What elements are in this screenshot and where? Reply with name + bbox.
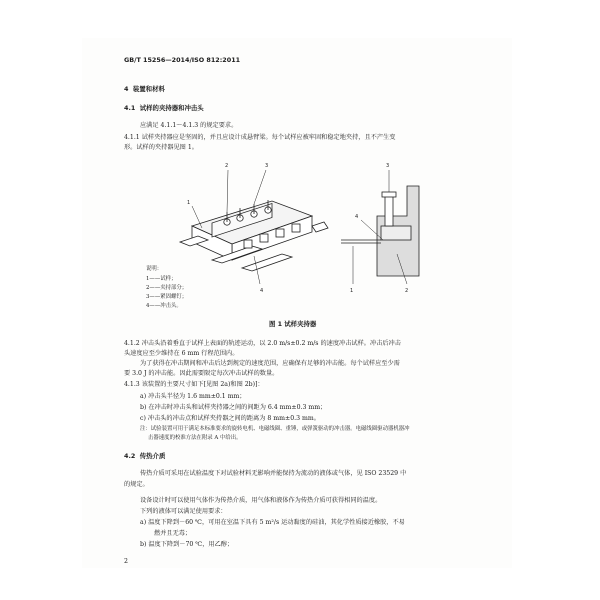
para-4-1-3-intro: 4.1.3 该装置的主要尺寸如下[见图 2a)和图 2b)]：: [124, 381, 264, 388]
para-4-1-3-note-line2: 击器速度的校准方法在附录 A 中给出。: [148, 435, 242, 441]
fig1-right-label-4: 4: [355, 214, 359, 220]
para-4-2-item-a-line1: a) 温度下降到－60 ℃，可用在室温下具有 5 m²/s 运动黏度的硅油，其化学性质接近橡胶，不易: [140, 519, 405, 526]
fig1-right-label-1: 1: [350, 288, 354, 294]
section-4-number: 4: [124, 85, 129, 93]
para-4-1-3-note-line1: 注：试验装置可用于满足本标准要求的旋转电机、电磁线圈、重锤，或弹簧驱动的冲击器。电磁线圈驱动器机器冲: [140, 426, 410, 432]
para-4-2-p1-line1: 传热介质可采用在试验温度下对试验材料无影响并能保持为流动的液体或气体，见 ISO 23529 中: [140, 470, 407, 477]
para-4-1-1-line2: 形。试样的夹持器见图 1。: [124, 144, 198, 151]
figure-1-holder-drawing: [172, 156, 332, 296]
para-4-2-item-a-line2: 燃并且无毒；: [154, 530, 192, 537]
section-4-2-number: 4.2: [124, 452, 136, 460]
fig1-left-label-4: 4: [260, 288, 264, 294]
figure-1-legend-item-1: 1——试样；: [146, 276, 177, 282]
para-4-1-3-item-a: a) 冲击头半径为 1.6 mm±0.1 mm；: [140, 393, 246, 400]
document-page: [82, 38, 512, 568]
para-4-1-2-line2: 头速度应至少维持在 6 mm 行程范围内。: [124, 350, 239, 357]
section-4-2-heading: [124, 452, 165, 460]
section-4-1-heading: [124, 104, 204, 112]
para-4-2-p3: 下列的液体可以满足使用要求：: [140, 508, 227, 515]
figure-1-legend-item-4: 4——冲击头。: [146, 303, 182, 309]
section-4-1-intro: 应满足 4.1.1～4.1.3 的规定要求。: [140, 122, 238, 129]
section-4-heading: [124, 85, 165, 93]
page-number: 2: [124, 558, 128, 565]
para-4-1-2-line1: 4.1.2 冲击头沿着垂直于试样上表面的轨迹运动，以 2.0 m/s±0.2 m/s 的速度冲击试样。冲击后冲击: [124, 340, 401, 347]
para-4-1-1-line1: 4.1.1 试样夹持器应是坚固的，并且应设计成悬臂梁。每个试样应被牢固和稳定地夹持，且不产生变: [124, 134, 396, 141]
figure-1-caption: 图 1 试样夹持器: [269, 320, 317, 328]
standard-header: GB/T 15256—2014/ISO 812:2011: [124, 56, 241, 64]
para-4-2-p2: 设备设计时可以使用气体作为传热介质，用气体和液体作为传热介质可获得相同的温度。: [140, 497, 382, 504]
section-4-title: 装置和材料: [132, 85, 165, 93]
para-4-1-2-line3: 为了获得在冲击期间和冲击后达到规定的速度范围，应确保有足够的冲击能。每个试样应至少需: [140, 360, 400, 367]
fig1-right-label-3: 3: [386, 163, 390, 169]
section-4-1-title: 试样的夹持器和冲击头: [139, 104, 204, 112]
figure-1-legend-title: 说明：: [146, 266, 163, 272]
section-4-1-number: 4.1: [124, 104, 136, 112]
para-4-1-3-item-b: b) 在冲击时冲击头和试样夹持器之间的间距为 6.4 mm±0.3 mm；: [140, 404, 327, 411]
fig1-left-label-2: 2: [225, 163, 229, 169]
fig1-left-label-1: 1: [187, 200, 191, 206]
figure-1-legend-item-3: 3——紧固螺钉；: [146, 294, 188, 300]
para-4-1-3-item-c: c) 冲击头的冲击点和试样夹持器之间的距离为 8 mm±0.3 mm。: [140, 415, 320, 422]
figure-1-legend-item-2: 2——夹持部分；: [146, 285, 188, 291]
para-4-2-p1-line2: 的规定。: [124, 481, 149, 488]
figure-1-section-drawing: [337, 156, 427, 296]
fig1-right-label-2: 2: [405, 288, 409, 294]
section-4-2-title: 传热介质: [139, 452, 166, 460]
fig1-left-label-3: 3: [265, 163, 269, 169]
para-4-2-item-b: b) 温度下降到－70 ℃，用乙醇；: [140, 541, 234, 548]
para-4-1-2-line4: 要 3.0 J 的冲击能。因此需要限定每次冲击试样的数量。: [124, 370, 279, 377]
